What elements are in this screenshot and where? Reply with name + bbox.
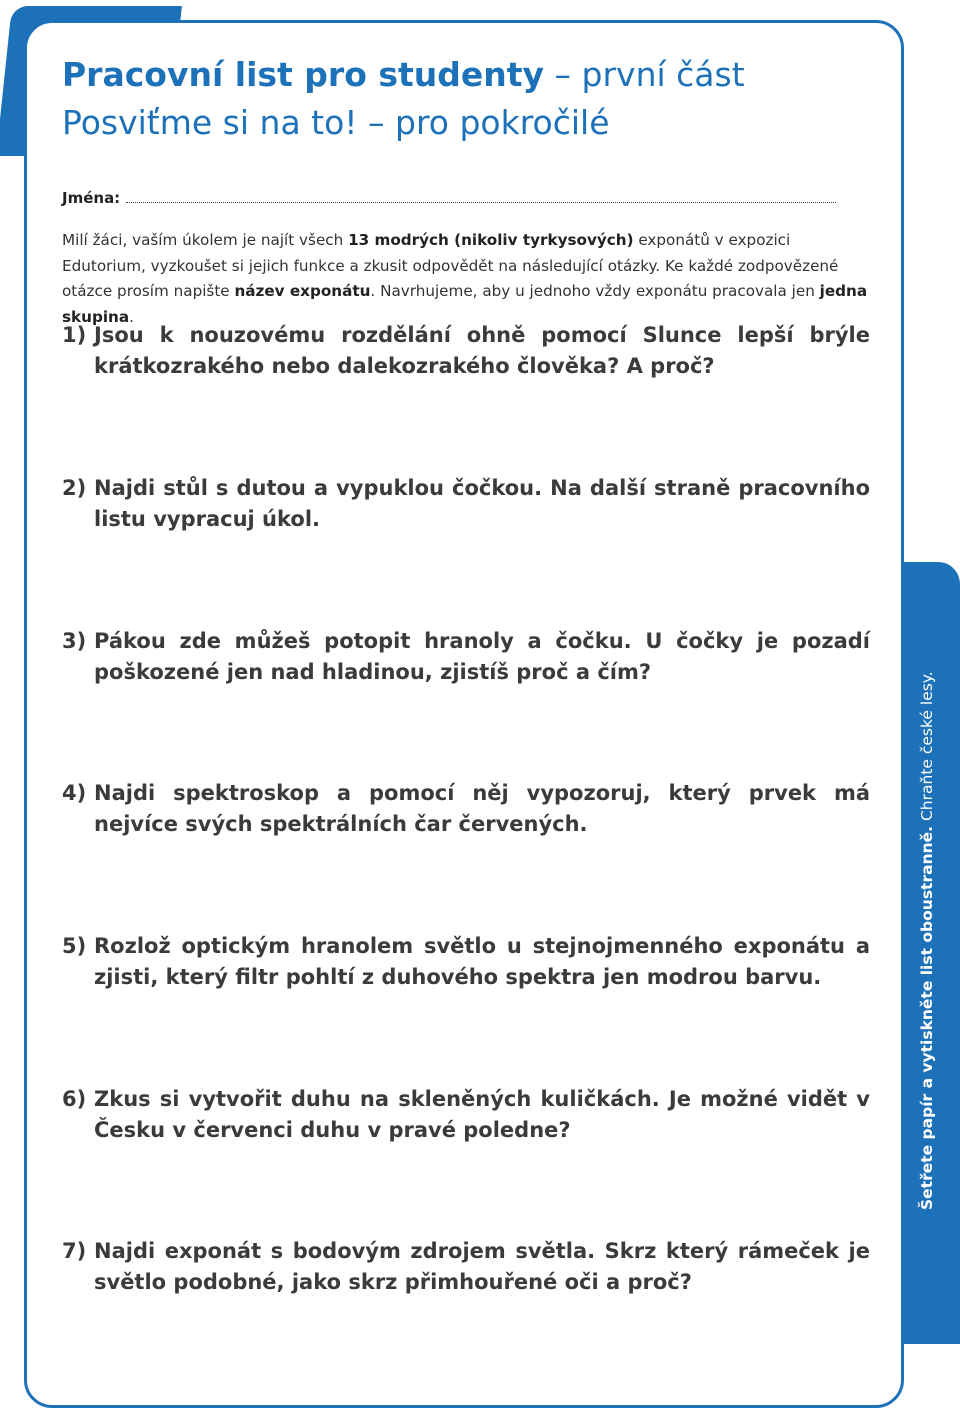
names-dotted-line[interactable] xyxy=(126,188,836,203)
question-number: 1) xyxy=(62,323,87,347)
question-text: Pákou zde můžeš potopit hranoly a čočku. U čočky je pozadí poškozené jen nad hladinou, zjistíš proč a čím? xyxy=(94,629,870,684)
page-subtitle: Posviťme si na to! – pro pokročilé xyxy=(62,103,610,142)
names-label: Jména: xyxy=(62,189,121,207)
question-3 xyxy=(62,626,870,688)
question-number: 4) xyxy=(62,781,87,805)
intro-text-4: . xyxy=(129,307,134,326)
question-number: 5) xyxy=(62,934,87,958)
page-title xyxy=(62,52,745,98)
intro-bold-3: jedna skupina xyxy=(62,282,868,326)
question-text: Jsou k nouzovému rozdělání ohně pomocí Slunce lepší brýle krátkozrakého nebo dalekozrakého člověka? A proč? xyxy=(94,323,870,378)
intro-text-3: . Navrhujeme, aby u jednoho vždy exponátu pracovala jen xyxy=(370,282,820,300)
side-note-normal: Chraňte české lesy. xyxy=(918,671,936,826)
intro-text-1: Milí žáci, vaším úkolem je najít všech xyxy=(62,231,349,249)
question-7 xyxy=(62,1236,870,1298)
side-note-bold: Šetřete papír a vytiskněte list oboustranně. xyxy=(918,825,936,1210)
title-rest: – první část xyxy=(554,55,745,94)
intro-bold-1: 13 modrých (nikoliv tyrkysových) xyxy=(348,231,634,249)
question-6 xyxy=(62,1084,870,1146)
question-text: Najdi stůl s dutou a vypuklou čočkou. Na další straně pracovního listu vypracuj úkol. xyxy=(94,476,870,531)
question-text: Najdi spektroskop a pomocí něj vypozoruj, který prvek má nejvíce svých spektrálních čar červených. xyxy=(94,781,870,836)
question-5 xyxy=(62,931,870,993)
question-number: 3) xyxy=(62,629,87,653)
question-2 xyxy=(62,473,870,535)
question-text: Najdi exponát s bodovým zdrojem světla. Skrz který rámeček je světlo podobné, jako skrz přimhouřené oči a proč? xyxy=(94,1239,870,1294)
question-number: 6) xyxy=(62,1087,87,1111)
question-text: Zkus si vytvořit duhu na skleněných kuličkách. Je možné vidět v Česku v červenci duhu v pravé poledne? xyxy=(94,1087,870,1142)
names-field xyxy=(62,186,848,210)
question-1 xyxy=(62,320,870,382)
side-note xyxy=(918,671,936,1210)
question-number: 7) xyxy=(62,1239,87,1263)
question-number: 2) xyxy=(62,476,87,500)
intro-paragraph xyxy=(62,228,870,330)
title-bold: Pracovní list pro studenty xyxy=(62,55,545,94)
question-4 xyxy=(62,778,870,840)
question-text: Rozlož optickým hranolem světlo u stejnojmenného exponátu a zjisti, který filtr pohltí z duhového spektra jen modrou barvu. xyxy=(94,934,870,989)
intro-bold-2: název exponátu xyxy=(234,282,371,300)
intro-text-2: exponátů v expozici Edutorium, vyzkoušet si jejich funkce a zkusit odpovědět na následující otázky. Ke každé zodpovězené otázce prosím napište xyxy=(62,231,839,300)
